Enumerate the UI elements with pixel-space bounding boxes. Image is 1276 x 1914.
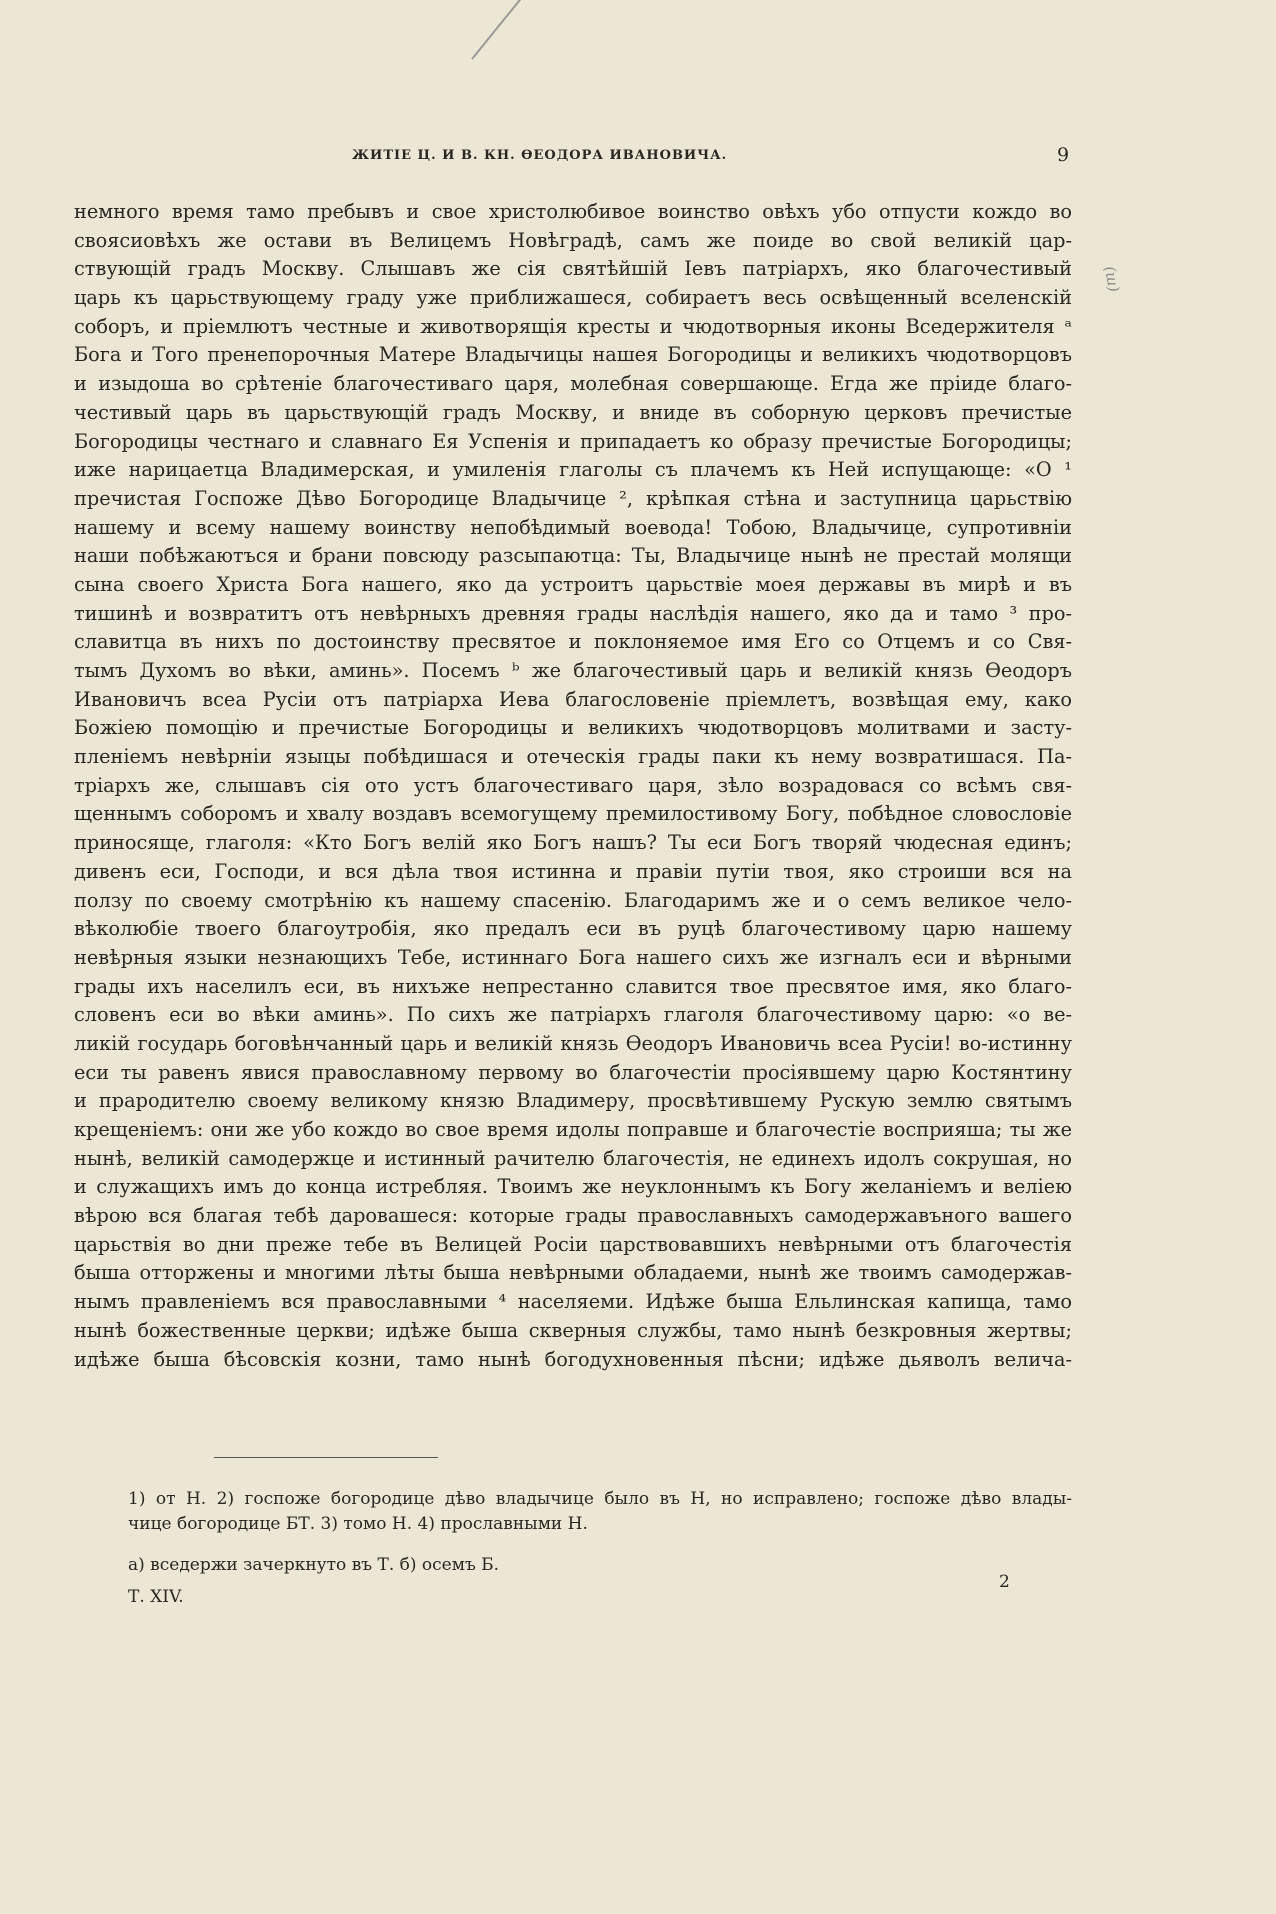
footnote-line: чице богородице БТ. 3) томо Н. 4) прославными Н. bbox=[128, 1514, 588, 1534]
text-line: и служащихъ имъ до конца истребляя. Твоимъ же неуклоннымъ къ Богу желаніемъ и веліею bbox=[74, 1175, 1072, 1199]
text-line: ствующій градъ Москву. Слышавъ же сія святѣйшій Іевъ патріархъ, яко благочестивый bbox=[74, 257, 1072, 281]
margin-pencil-mark: (ш) bbox=[1100, 264, 1124, 294]
text-line: быша отторжены и многими лѣты быша невѣрными обладаеми, нынѣ же твоимъ самодержав- bbox=[74, 1261, 1072, 1285]
text-line: пречистая Госпоже Дѣво Богородице Владычице ², крѣпкая стѣна и заступница царьствію bbox=[74, 486, 1072, 510]
page-number: 9 bbox=[1057, 144, 1070, 166]
footnote-separator-rule bbox=[214, 1457, 438, 1458]
text-line: вѣрою вся благая тебѣ даровашеся: которые грады православныхъ самодержавъного вашего bbox=[74, 1204, 1072, 1228]
text-line: тишинѣ и возвратитъ отъ невѣрныхъ древняя грады наслѣдія нашего, яко да и тамо ³ про- bbox=[74, 601, 1072, 625]
text-line: Ивановичъ всеа Русіи отъ патріарха Иева благословеніе пріемлетъ, возвѣщая ему, како bbox=[74, 687, 1072, 711]
signature-mark: 2 bbox=[999, 1572, 1010, 1592]
text-line: словенъ еси во вѣки аминь». По сихъ же патріархъ глаголя благочестивому царю: «о ве- bbox=[74, 1003, 1072, 1027]
volume-mark: Т. XIV. bbox=[128, 1587, 184, 1607]
text-line: Бога и Того пренепорочныя Матере Владычицы нашея Богородицы и великихъ чюдотворцовъ bbox=[74, 343, 1072, 367]
running-title: ЖИТІЕ Ц. И В. КН. ѲЕОДОРА ИВАНОВИЧА. bbox=[352, 148, 728, 163]
text-line: царьствія во дни преже тебе въ Велицей Росіи царствовавшихъ невѣрными отъ благочестія bbox=[74, 1232, 1072, 1256]
text-line: Божіею помощію и пречистые Богородицы и великихъ чюдотворцовъ молитвами и засту- bbox=[74, 716, 1072, 740]
text-line: наши побѣжаютъся и брани повсюду разсыпаютца: Ты, Владычице нынѣ не престай молящи bbox=[74, 544, 1072, 568]
text-line: невѣрныя языки незнающихъ Тебе, истиннаго Бога нашего сихъ же изгналъ еси и вѣрными bbox=[74, 945, 1072, 969]
text-line: грады ихъ населилъ еси, въ нихъже непрестанно славится твое пресвятое имя, яко благо- bbox=[74, 974, 1072, 998]
footnote-line: 1) от Н. 2) госпоже богородице дѣво владычице было въ Н, но исправлено; госпоже дѣво влады- bbox=[128, 1489, 1072, 1509]
variant-notes bbox=[128, 1553, 628, 1578]
text-line: сына своего Христа Бога нашего, яко да устроитъ царьствіе моея державы въ мирѣ и въ bbox=[74, 572, 1072, 596]
text-line: нашему и всему нашему воинству непобѣдимый воевода! Тобою, Владычице, супротивніи bbox=[74, 515, 1072, 539]
text-line: немного время тамо пребывъ и свое христолюбивое воинство овѣхъ убо отпусти кождо во bbox=[74, 200, 1072, 223]
text-line: щеннымъ соборомъ и хвалу воздавъ всемогущему премилостивому Богу, побѣдное словословіе bbox=[74, 802, 1072, 826]
text-line: и изыдоша во срѣтеніе благочестиваго царя, молебная совершающе. Егда же пріиде благо- bbox=[74, 372, 1072, 396]
text-line: приносяще, глаголя: «Кто Богъ велій яко Богъ нашъ? Ты еси Богъ творяй чюдесная единъ; bbox=[74, 831, 1072, 855]
text-line: крещеніемъ: они же убо кождо во свое время идолы поправше и благочестіе восприяша; ты же bbox=[74, 1118, 1072, 1141]
text-line: царь къ царьствующему граду уже приближашеся, собираетъ весь освѣщенный вселенскій bbox=[74, 286, 1072, 310]
text-line: нынѣ, великій самодержце и истинный рачителю благочестія, не единехъ идолъ сокрушая, но bbox=[74, 1146, 1072, 1170]
text-line: еси ты равенъ явися православному первому во благочестіи просіявшему царю Костянтину bbox=[74, 1060, 1072, 1084]
text-line: идѣже быша бѣсовскія козни, тамо нынѣ богодухновенныя пѣсни; идѣже дьяволъ велича- bbox=[74, 1347, 1072, 1371]
footnotes bbox=[128, 1487, 1072, 1537]
text-line: дивенъ еси, Господи, и вся дѣла твоя истинна и правіи путіи твоя, яко строиши вся на bbox=[74, 859, 1072, 883]
main-text bbox=[74, 198, 1072, 1374]
text-line: ликій государь боговѣнчанный царь и великій князь Ѳеодоръ Ивановичь всеа Русіи! во-истинну bbox=[74, 1031, 1072, 1055]
page-header bbox=[0, 144, 1276, 172]
text-line: честивый царь въ царьствующій градъ Москву, и вниде въ соборную церковъ пречистые bbox=[74, 400, 1072, 424]
text-line: славитца въ нихъ по достоинству пресвятое и поклоняемое имя Его со Отцемъ и со Свя- bbox=[74, 630, 1072, 654]
text-line: нынѣ божественные церкви; идѣже быша скверныя службы, тамо нынѣ безкровныя жертвы; bbox=[74, 1318, 1072, 1342]
pencil-stroke-decoration bbox=[471, 0, 523, 60]
text-line: соборъ, и пріемлютъ честные и животворящія кресты и чюдотворныя иконы Вседержителя ᵃ bbox=[74, 314, 1072, 338]
text-line: пленіемъ невѣрніи языцы побѣдишася и отеческія грады паки къ нему возвратишася. Па- bbox=[74, 745, 1072, 769]
text-line: тымъ Духомъ во вѣки, аминь». Посемъ ᵇ же благочестивый царь и великій князь Ѳеодоръ bbox=[74, 659, 1072, 682]
variant-note-line: а) вседержи зачеркнуто въ Т. б) осемъ Б. bbox=[128, 1555, 500, 1575]
text-line: нымъ правленіемъ вся православными ⁴ населяеми. Идѣже быша Ельлинская капища, тамо bbox=[74, 1290, 1072, 1314]
text-line: своясиовѣхъ же остави въ Велицемъ Новѣградѣ, самъ же поиде во свой великій цар- bbox=[74, 228, 1072, 252]
text-line: и прародителю своему великому князю Владимеру, просвѣтившему Рускую землю святымъ bbox=[74, 1089, 1072, 1113]
text-line: иже нарицаетца Владимерская, и умиленія глаголы съ плачемъ къ Ней испущающе: «О ¹ bbox=[74, 458, 1072, 482]
text-line: Богородицы честнаго и славнаго Ея Успенія и припадаетъ ко образу пречистые Богородицы; bbox=[74, 429, 1072, 453]
text-line: ползу по своему смотрѣнію къ нашему спасенію. Благодаримъ же и о семъ великое чело- bbox=[74, 888, 1072, 912]
text-line: вѣколюбіе твоего благоутробія, яко предалъ еси въ руцѣ благочестивому царю нашему bbox=[74, 917, 1072, 941]
text-line: тріархъ же, слышавъ сія ото устъ благочестиваго царя, зѣло возрадовася со всѣмъ свя- bbox=[74, 773, 1072, 797]
